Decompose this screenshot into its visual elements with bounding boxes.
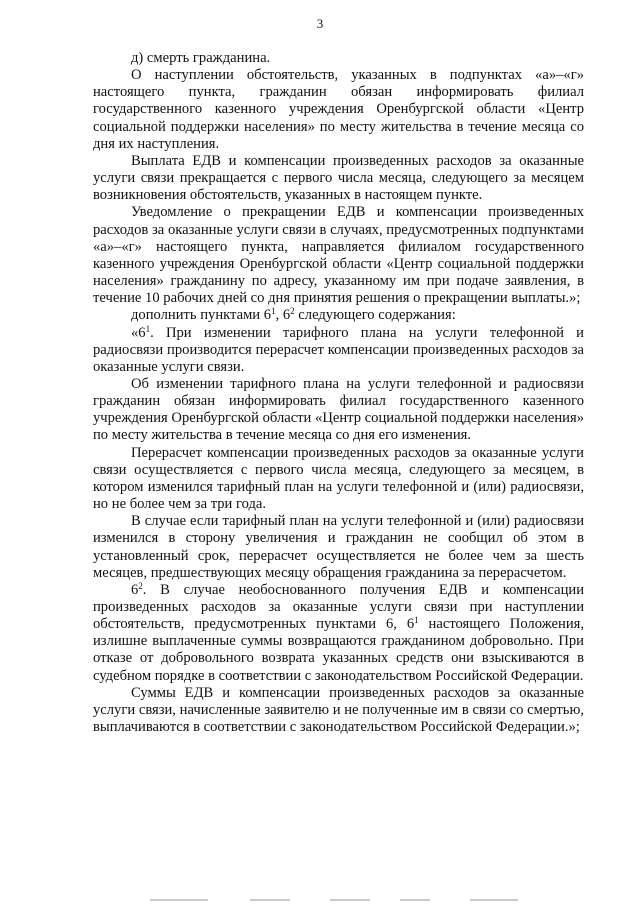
- paragraph-tariff-increase: В случае если тарифный план на услуги телефонной и (или) радиосвязи изменился в сторону увеличения и гражданин не сообщил об этом в установленный срок, перерасчет осуществляется не более чем за шесть месяцев, предшествующих месяцу обращения гражданина за перерасчетом.: [93, 513, 584, 581]
- paragraph-death-of-citizen: д) смерть гражданина.: [131, 50, 271, 66]
- text-fragment: дополнить пунктами 6: [131, 307, 272, 324]
- document-body: [93, 50, 584, 736]
- paragraph-unpaid-sums: Суммы ЕДВ и компенсации произведенных расходов за оказанные услуги связи, начисленные заявителю и не полученные им в связи со смертью, выплачиваются в соответствии с законодательством Российской Федерации.»;: [93, 684, 584, 736]
- superscript: 1: [145, 323, 151, 334]
- text-fragment: , 6: [275, 307, 291, 324]
- paragraph-amendment-intro: [93, 307, 584, 324]
- scan-mark: [470, 899, 518, 901]
- paragraph-termination-notice: Уведомление о прекращении ЕДВ и компенсации произведенных расходов за оказанные услуги связи в случаях, предусмотренных подпунктами «а»–«г» настоящего пункта, направляется филиалом государственного казенного учреждения Оренбургской области «Центр социальной поддержки населения» гражданину по адресу, указанному им при подаче заявления, в течение 10 рабочих дней со дня принятия решения о прекращении выплаты.»;: [93, 204, 584, 307]
- text-fragment: следующего содержания:: [294, 307, 456, 324]
- paragraph-clause-6-1: [93, 325, 584, 376]
- superscript: 2: [138, 580, 143, 591]
- superscript: 1: [414, 615, 419, 626]
- scan-artifacts: [0, 896, 640, 905]
- paragraph-tariff-change-notice: Об изменении тарифного плана на услуги телефонной и радиосвязи гражданин обязан информировать филиал государственного казенного учреждения Оренбургской области «Центр социальной поддержки населения» по месту жительства в течение месяца со дня его изменения.: [93, 375, 584, 444]
- paragraph-clause-6-2: [93, 582, 584, 685]
- text-fragment: «6: [131, 324, 146, 341]
- paragraph-payment-termination: Выплата ЕДВ и компенсации произведенных расходов за оказанные услуги связи прекращается с первого числа месяца, следующего за месяцем возникновения обстоятельств, указанных в настоящем пункте.: [93, 152, 584, 204]
- text-fragment: 6: [131, 581, 139, 598]
- scan-mark: [250, 899, 290, 901]
- scan-mark: [400, 899, 430, 901]
- paragraph-duty-to-inform: О наступлении обстоятельств, указанных в подпунктах «а»–«г» настоящего пункта, гражданин обязан информировать филиал государственного казенного учреждения Оренбургской области «Центр социальной поддержки населения» по месту жительства в течение месяца со дня их наступления.: [93, 67, 584, 152]
- superscript: 1: [271, 306, 276, 317]
- scan-mark: [150, 899, 208, 901]
- page-number: 3: [316, 16, 324, 31]
- text-fragment: . В случае необоснованного получения ЕДВ и компенсации произведенных расходов за оказанные услуги связи при наступлении обстоятельств, предусмотренных пунктами 6, 6: [93, 581, 584, 633]
- paragraph-recalculation: Перерасчет компенсации произведенных расходов за оказанные услуги связи осуществляется с первого числа месяца, следующего за месяцем, в котором изменился тарифный план на услуги телефонной и (или) радиосвязи, но не более чем за три года.: [93, 444, 584, 513]
- text-fragment: настоящего Положения, излишне выплаченные суммы возвращаются гражданином добровольно. При отказе от добровольного возврата указанных средств они взыскиваются в судебном порядке в соответствии с законодательством Российской Федерации.: [93, 616, 584, 684]
- superscript: 2: [290, 306, 295, 317]
- text-fragment: . При изменении тарифного плана на услуги телефонной и радиосвязи производится перерасчет компенсации произведенных расходов за оказанные услуги связи.: [93, 324, 584, 375]
- scan-mark: [330, 899, 370, 901]
